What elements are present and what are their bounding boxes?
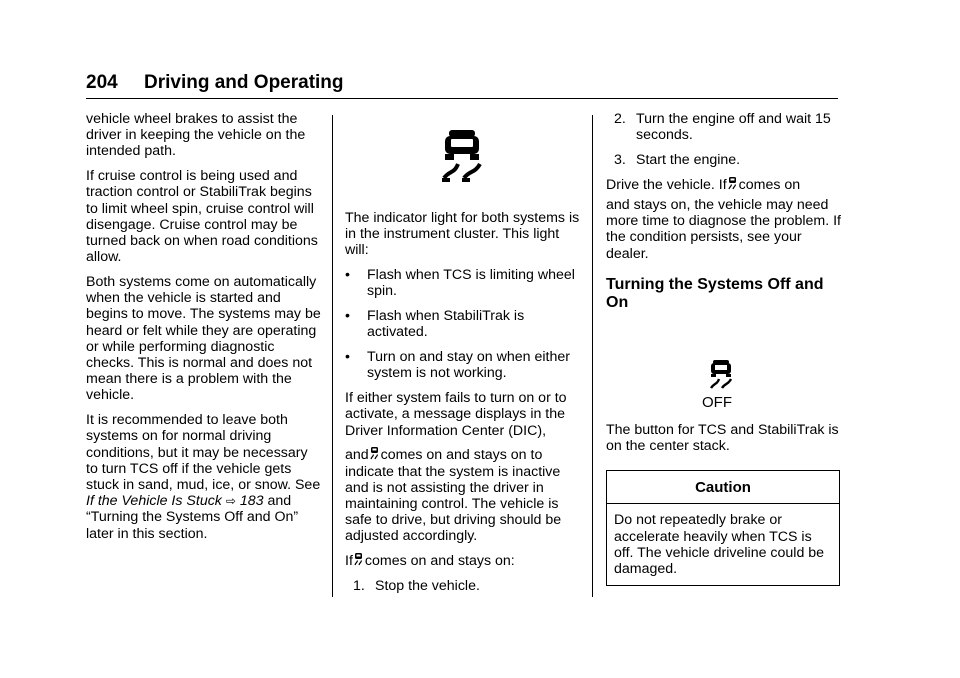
caution-title: Caution [607,471,839,504]
paragraph [606,177,841,193]
list-item-text: Start the engine. [636,152,741,168]
paragraph [345,553,580,569]
section-title: Driving and Operating [144,72,344,93]
cross-reference-page[interactable]: 183 [239,493,264,510]
caution-box [606,470,840,586]
paragraph-text: and [345,447,369,464]
paragraph: Both systems come on automatically when the vehicle is started and begins to move. The systems may be heard or felt while they are operating or while performing diagnostic checks. This is normal and does not mean there is a problem with the vehicle. [86,274,321,404]
traction-control-skid-icon [728,177,737,190]
list-item [606,152,841,168]
paragraph-text: and “Turning the Systems Off and On” later in this section. [86,493,299,542]
paragraph [86,412,321,542]
bullet-icon: • [345,308,350,325]
header-rule [86,98,838,99]
traction-control-skid-icon [370,447,379,460]
traction-control-skid-icon [354,553,363,566]
list-item-text: Flash when StabiliTrak is activated. [367,308,525,341]
column-middle [345,130,580,603]
paragraph: If cruise control is being used and traction control or StabiliTrak begins to limit wheel spin, cruise control will disengage. Cruise control may be turned back on when road conditions allow. [86,168,318,266]
list-item [345,349,580,381]
paragraph-text: comes on and stays on: [364,553,515,570]
paragraph: The indicator light for both systems is in the instrument cluster. This light will: [345,210,580,259]
subsection-heading: Turning the Systems Off and On [606,275,824,311]
column-left [86,111,321,550]
list-item [606,111,841,143]
page-number: 204 [86,72,118,93]
paragraph-text: Drive the vehicle. If [606,176,727,193]
list-item-text: Turn the engine off and wait 15 seconds. [636,111,831,144]
step-number: 1. [353,578,365,595]
column-right [606,111,841,586]
list-item [345,267,580,299]
traction-control-off-icon [709,360,733,390]
paragraph: vehicle wheel brakes to assist the driver in keeping the vehicle on the intended path. [86,111,306,160]
caution-body: Do not repeatedly brake or accelerate heavily when TCS is off. The vehicle driveline could be damaged. [614,512,825,578]
paragraph: and stays on, the vehicle may need more time to diagnose the problem. If the condition persists, see your dealer. [606,197,842,262]
bullet-icon: • [345,267,350,284]
bullet-icon: • [345,349,350,366]
page-reference-icon: ⇨ [225,494,236,509]
paragraph [345,447,580,544]
paragraph-text: If [345,553,353,570]
column-divider [592,115,593,597]
traction-control-skid-icon [440,130,484,182]
step-number: 2. [614,111,626,127]
column-divider [332,115,333,597]
list-item-text: Turn on and stay on when either system is not working. [367,349,570,382]
paragraph-text: It is recommended to leave both systems on for normal driving conditions, but it may be necessary to turn TCS off if the vehicle gets stuck in sand, mud, ice, or snow. See [86,412,321,494]
list-item [345,578,580,594]
step-number: 3. [614,152,626,168]
list-item-text: Stop the vehicle. [375,578,480,595]
paragraph-text: comes on and stays on to indicate that the system is inactive and is not assisting the driver in maintaining control. The vehicle is safe to drive, but driving should be adjusted accordingly. [345,447,562,545]
cross-reference-link[interactable]: If the Vehicle Is Stuck [86,493,222,510]
paragraph: If either system fails to turn on or to activate, a message displays in the Driver Information Center (DIC), [345,390,567,439]
page-header [86,70,838,100]
list-item [345,308,580,340]
off-label: OFF [702,393,732,411]
list-item-text: Flash when TCS is limiting wheel spin. [367,267,575,300]
paragraph-text: comes on [738,176,801,193]
paragraph: The button for TCS and StabiliTrak is on the center stack. [606,421,839,455]
tcs-off-button-graphic [606,312,841,411]
